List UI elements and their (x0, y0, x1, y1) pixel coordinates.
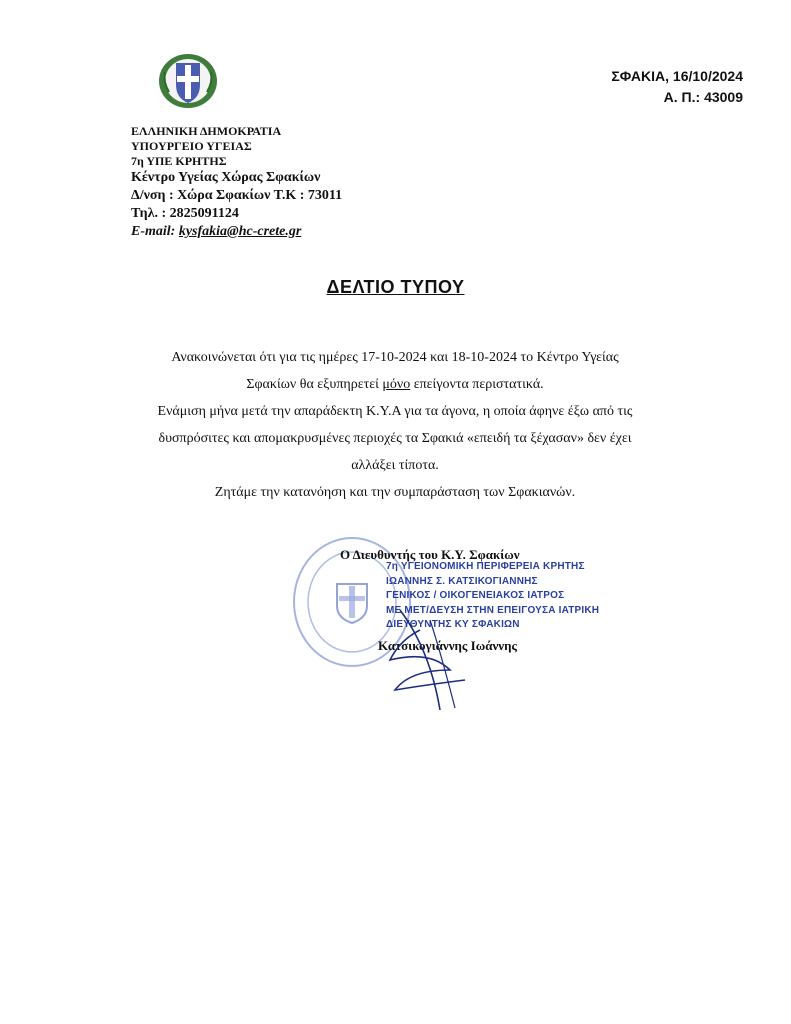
sender-email-line (131, 223, 342, 241)
sender-block (131, 124, 342, 241)
sender-line-center: Κέντρο Υγείας Χώρας Σφακίων (131, 170, 321, 185)
paragraph-1-start: Ανακοινώνεται ότι για τις ημέρες 17-10-2024 και 18-10-2024 το Κέντρο Υγείας Σφακίων θα εξυπηρετεί (171, 350, 619, 392)
greek-coat-of-arms-icon (157, 52, 219, 110)
stamp-line-name: ΙΩΑΝΝΗΣ Σ. ΚΑΤΣΙΚΟΓΙΑΝΝΗΣ (386, 575, 538, 587)
emphasis-only: μόνο (382, 377, 411, 392)
sender-line-republic: ΕΛΛΗΝΙΚΗ ΔΗΜΟΚΡΑΤΙΑ (131, 124, 282, 138)
document-title (0, 277, 791, 298)
sender-line-ministry: ΥΠΟΥΡΓΕΙΟ ΥΓΕΙΑΣ (131, 139, 252, 153)
sender-address: Δ/νση : Χώρα Σφακίων Τ.Κ : 73011 (131, 188, 343, 203)
document-title-text: ΔΕΛΤΙΟ ΤΥΠΟΥ (326, 277, 465, 297)
paragraph-1-end: επείγοντα περιστατικά. (410, 377, 544, 392)
stamp-line-role: ΔΙΕΥΘΥΝΤΗΣ ΚΥ ΣΦΑΚΙΩΝ (386, 619, 520, 630)
stamp-line-region: 7η ΥΓΕΙΟΝΟΜΙΚΗ ΠΕΡΙΦΕΡΕΙΑ ΚΡΗΤΗΣ (386, 561, 585, 572)
signature-title: Ο Διευθυντής του Κ.Υ. Σφακίων (340, 547, 520, 562)
protocol-number: Α. Π.: 43009 (663, 89, 743, 105)
sender-phone: Τηλ. : 2825091124 (131, 206, 239, 221)
handwritten-signature-icon (360, 590, 510, 710)
email-label: E-mail: (131, 224, 179, 239)
sender-line-region: 7η ΥΠΕ ΚΡΗΤΗΣ (131, 154, 227, 168)
reference-block (611, 66, 743, 108)
announcement-body (155, 344, 635, 506)
paragraph-2: Ενάμιση μήνα μετά την απαράδεκτη Κ.Υ.Α για τα άγονα, η οποία άφηνε έξω από τις δυσπρόσιτες και απομακρυσμένες περιοχές τα Σφακιά «επειδή τα ξέχασαν» δεν έχει αλλάξει τίποτα. (157, 404, 633, 473)
email-link[interactable]: kysfakia@hc-crete.gr (178, 224, 302, 239)
paragraph-3: Ζητάμε την κατανόηση και την συμπαράσταση των Σφακιανών. (214, 485, 576, 500)
place-date: ΣΦΑΚΙΑ, 16/10/2024 (611, 68, 743, 84)
stamp-line-specialty: ΓΕΝΙΚΟΣ / ΟΙΚΟΓΕΝΕΙΑΚΟΣ ΙΑΤΡΟΣ (386, 590, 565, 601)
paragraph-1 (155, 344, 635, 398)
stamp-line-training: ΜΕ ΜΕΤ/ΔΕΥΣΗ ΣΤΗΝ ΕΠΕΙΓΟΥΣΑ ΙΑΤΡΙΚΗ (386, 604, 600, 616)
signatory-name: Κατσικογιάννης Ιωάννης (378, 638, 517, 653)
